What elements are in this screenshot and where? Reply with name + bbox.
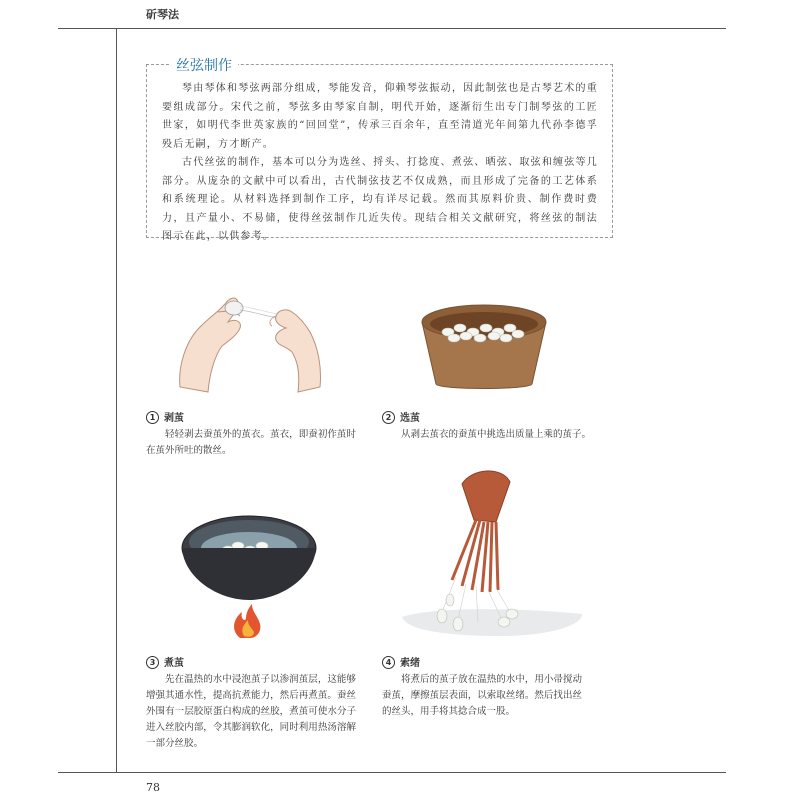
page-header — [0, 0, 800, 30]
step-title: 索绪 — [400, 658, 420, 669]
step-description: 从剥去茧衣的蚕茧中挑选出质量上乘的茧子。 — [401, 429, 592, 440]
wooden-basin-cocoons-icon — [418, 302, 550, 394]
step-heading — [146, 656, 356, 672]
intro-paragraph: 古代丝弦的制作，基本可以分为选丝、捋头、打捻度、煮弦、晒弦、取弦和缠弦等几部分。从庞杂的文献中可以看出，古代制弦技艺不仅成熟，而且形成了完备的工艺体系和系统理论。从材料选择到制作工序，均有详尽记载。然而其原料价贵、制作费时费力，且产量小、不易储，使得丝弦制作几近失传。现结合相关文献研究，将丝弦的制法图示在此，以供参考。 — [162, 157, 598, 242]
footer-rule — [58, 772, 726, 773]
page-number: 78 — [146, 781, 160, 794]
step-title: 选茧 — [400, 413, 420, 424]
intro-text — [162, 80, 598, 247]
step-2 — [382, 411, 592, 443]
step-title: 煮茧 — [164, 658, 184, 669]
step-3 — [146, 656, 356, 752]
step-title: 剥茧 — [164, 413, 184, 424]
intro-title: 丝弦制作 — [170, 55, 238, 75]
step-number: 2 — [382, 411, 395, 424]
bamboo-brush-reeling-icon — [392, 462, 592, 642]
step-heading — [146, 411, 356, 427]
step-description: 将煮后的茧子放在温热的水中，用小帚搅动蚕茧，摩擦茧层表面，以索取丝绪。然后找出丝的丝头，用手将其捻合成一股。 — [382, 674, 582, 717]
step-4 — [382, 656, 582, 720]
boiling-wok-fire-icon — [178, 508, 320, 643]
step-heading — [382, 411, 592, 427]
hands-peeling-cocoon-icon — [170, 282, 330, 397]
step-description: 先在温热的水中浸泡茧子以渗润茧层，这能够增强其通水性，提高抗煮能力，然后再煮茧。蚕丝外围有一层胶原蛋白构成的丝胶，煮茧可使水分子进入丝胶内部，令其膨润软化，同时利用热汤溶解一部分丝胶。 — [146, 674, 356, 749]
step-heading — [382, 656, 582, 672]
step-number: 1 — [146, 411, 159, 424]
step-number: 4 — [382, 656, 395, 669]
step-1 — [146, 411, 356, 459]
section-title: 斫琴法 — [146, 8, 179, 21]
step-description: 轻轻剥去蚕茧外的茧衣。茧衣，即蚕初作茧时在茧外所吐的散丝。 — [146, 429, 356, 456]
step-number: 3 — [146, 656, 159, 669]
intro-paragraph: 琴由琴体和琴弦两部分组成，琴能发音，仰赖琴弦振动，因此制弦也是古琴艺术的重要组成部分。宋代之前，琴弦多由琴家自制，明代开始，逐渐衍生出专门制琴弦的工匠世家，如明代李世英家族的“回回堂”，传承三百余年，直至清道光年间第九代孙李德孚殁后无嗣，方才断产。 — [162, 83, 598, 150]
header-rule — [58, 28, 726, 29]
margin-rule — [116, 29, 117, 773]
